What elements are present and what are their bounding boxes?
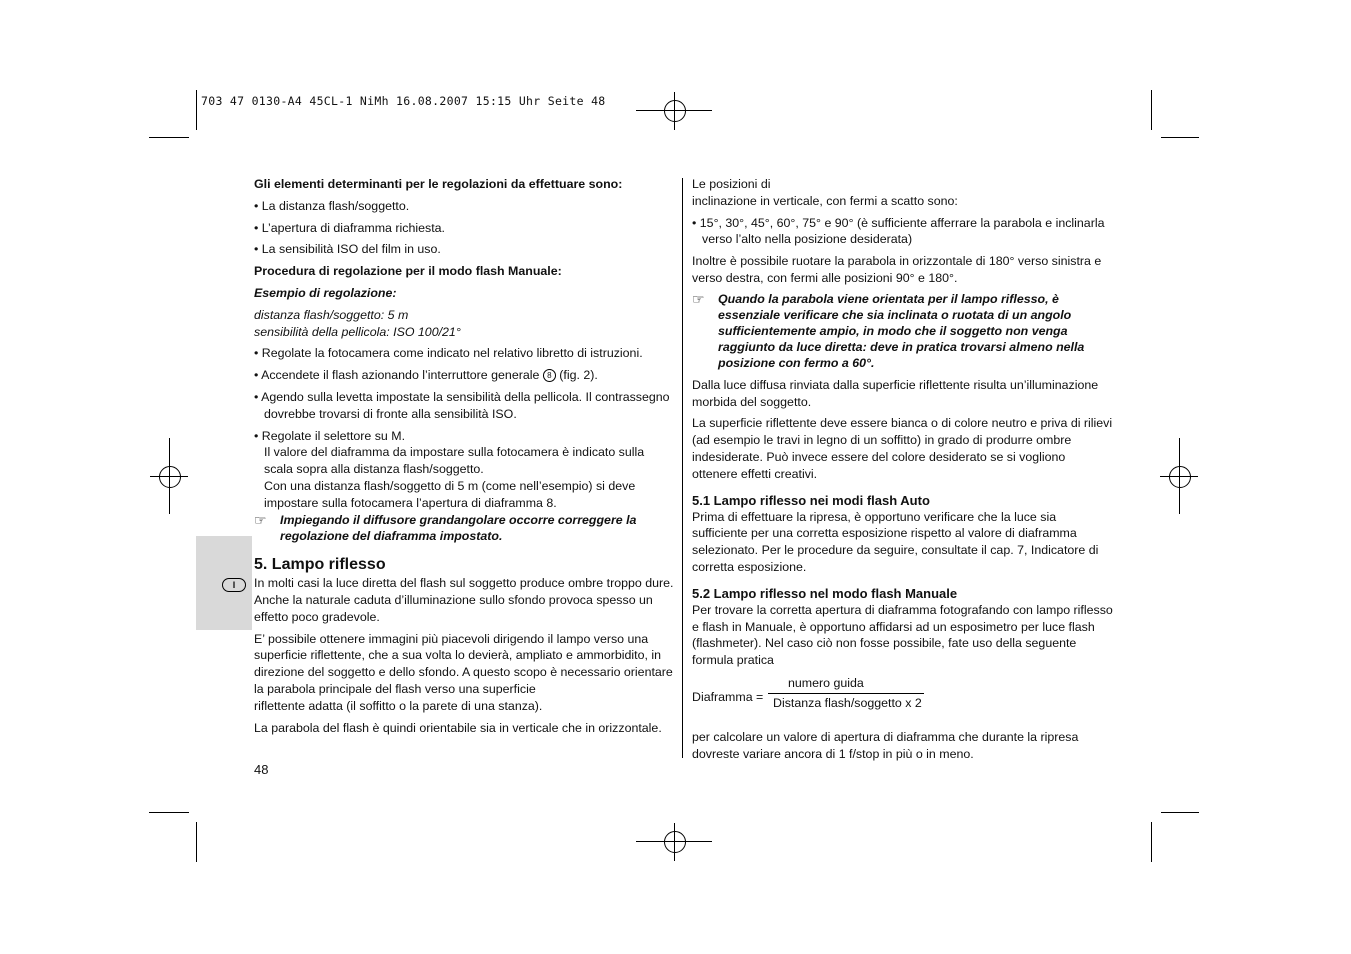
pointing-hand-icon: ☞ xyxy=(692,290,705,307)
list-item: • L’apertura di diaframma richiesta. xyxy=(254,220,445,235)
subsection-title: 5.2 Lampo riflesso nel modo flash Manuale xyxy=(692,585,958,601)
example-line: sensibilità della pellicola: ISO 100/21° xyxy=(254,324,461,339)
note-text: Quando la parabola viene orientata per il lampo riflesso, è essenziale verificare che sia inclinata o ruotata di un angolo sufficientemente ampio, in modo che il soggetto non venga raggiunto da luce diretta: deve in pratica trovarsi almeno nella posizione con fermo a 60°. xyxy=(718,291,1085,370)
left-column xyxy=(254,176,674,736)
formula-label: Diaframma = xyxy=(692,689,764,704)
right-column xyxy=(692,176,1114,763)
column-divider xyxy=(682,178,683,758)
paragraph: Le posizioni di xyxy=(692,177,771,191)
section-title: 5. Lampo riflesso xyxy=(254,556,386,574)
crop-mark xyxy=(196,822,197,862)
page-number: 48 xyxy=(254,762,269,777)
list-item: • La sensibilità ISO del film in uso. xyxy=(254,242,441,257)
language-tab xyxy=(196,536,252,630)
fraction-bar xyxy=(768,693,924,694)
step-item: • Regolate il selettore su M. xyxy=(254,428,406,443)
formula-numerator: numero guida xyxy=(788,675,864,690)
step-item: • Accendete il flash azionando l’interruttore generale 8 (fig. 2). xyxy=(254,368,598,383)
formula xyxy=(692,675,1114,729)
procedure-heading: Procedura di regolazione per il modo flash Manuale: xyxy=(254,264,562,279)
example-heading: Esempio di regolazione: xyxy=(254,285,397,300)
step-detail: Con una distanza flash/soggetto di 5 m (come nell’esempio) si deve impostare sulla fotocamera l’apertura di diaframma 8. xyxy=(264,478,636,510)
crop-mark xyxy=(149,137,189,138)
crop-mark xyxy=(1161,137,1199,138)
note-text: Impiegando il diffusore grandangolare occorre correggere la regolazione del diaframma impostato. xyxy=(280,512,637,544)
paragraph: Inoltre è possibile ruotare la parabola in orizzontale di 180° verso sinistra e verso destra, con fermi alle posizioni 90° e 180°. xyxy=(692,254,1102,285)
paragraph: E’ possibile ottenere immagini più piacevoli dirigendo il lampo verso una superficie riflettente, che a sua volta lo devierà, ampliato e ammorbidito, in direzione del soggetto e dello sfondo. A questo scopo è necessario orientare la parabola principale del flash verso una superficie xyxy=(254,631,673,696)
paragraph: La parabola del flash è quindi orientabile sia in verticale che in orizzontale. xyxy=(254,720,662,735)
paragraph: per calcolare un valore di apertura di diaframma che durante la ripresa dovreste variare ancora di 1 f/stop in più o in meno. xyxy=(692,729,1079,761)
paragraph: riflettente adatta (il soffitto o la parete di una stanza). xyxy=(254,698,543,713)
crop-mark xyxy=(1151,90,1152,130)
step-item: • Agendo sulla levetta impostate la sensibilità della pellicola. Il contrassegno dovrebbe trovarsi di fronte alla sensibilità ISO. xyxy=(254,389,670,421)
paragraph: Per trovare la corretta apertura di diaframma fotografando con lampo riflesso e flash in Manuale, è opportuno affidarsi ad un esposimetro per luce flash (flashmeter). Nel caso ciò non fosse possibile, fate uso della seguente formula pratica xyxy=(692,602,1113,668)
list-item: • La distanza flash/soggetto. xyxy=(254,198,410,213)
control-number-badge: 8 xyxy=(543,369,556,382)
paragraph: inclinazione in verticale, con fermi a scatto sono: xyxy=(692,193,958,208)
step-item: • Regolate la fotocamera come indicato nel relativo libretto di istruzioni. xyxy=(254,346,643,361)
crop-mark xyxy=(1161,812,1199,813)
paragraph: Prima di effettuare la ripresa, è opportuno verificare che la luce sia sufficiente per una corretta esposizione rispetto al valore di diaframma selezionato. Per le procedure da seguire, consultate il cap. 7, Indicatore di corretta esposizione. xyxy=(692,509,1099,574)
paragraph: La superficie riflettente deve essere bianca o di colore neutro e priva di rilievi (ad esempio le travi in legno di un soffitto) in grado di produrre ombre indesiderate. Può invece essere del colore desiderato se si vogliono ottenere effetti creativi. xyxy=(692,416,1113,481)
paragraph: Dalla luce diffusa rinviata dalla superficie riflettente risulta un’illuminazione morbida del soggetto. xyxy=(692,377,1099,409)
crop-mark xyxy=(196,90,197,130)
crop-mark xyxy=(1151,822,1152,862)
list-item: • 15°, 30°, 45°, 60°, 75° e 90° (è sufficiente afferrare la parabola e inclinarla verso l’alto nella posizione desiderata) xyxy=(692,215,1105,247)
intro-heading: Gli elementi determinanti per le regolazioni da effettuare sono: xyxy=(254,177,623,191)
step-detail: Il valore del diaframma da impostare sulla fotocamera è indicato sulla scala sopra alla distanza flash/soggetto. xyxy=(264,445,645,477)
pointing-hand-icon: ☞ xyxy=(254,511,267,528)
formula-denominator: Distanza flash/soggetto x 2 xyxy=(773,695,922,710)
crop-mark xyxy=(149,812,189,813)
note-block xyxy=(692,291,1114,371)
paragraph: In molti casi la luce diretta del flash sul soggetto produce ombre troppo dure. Anche la naturale caduta d’illuminazione sullo sfondo provoca spesso un effetto poco gradevole. xyxy=(254,576,674,624)
language-badge: I xyxy=(222,578,246,592)
print-slug: 703 47 0130-A4 45CL-1 NiMh 16.08.2007 15:15 Uhr Seite 48 xyxy=(201,94,606,108)
example-line: distanza flash/soggetto: 5 m xyxy=(254,307,409,322)
note-block xyxy=(254,512,674,546)
subsection-title: 5.1 Lampo riflesso nei modi flash Auto xyxy=(692,492,930,508)
